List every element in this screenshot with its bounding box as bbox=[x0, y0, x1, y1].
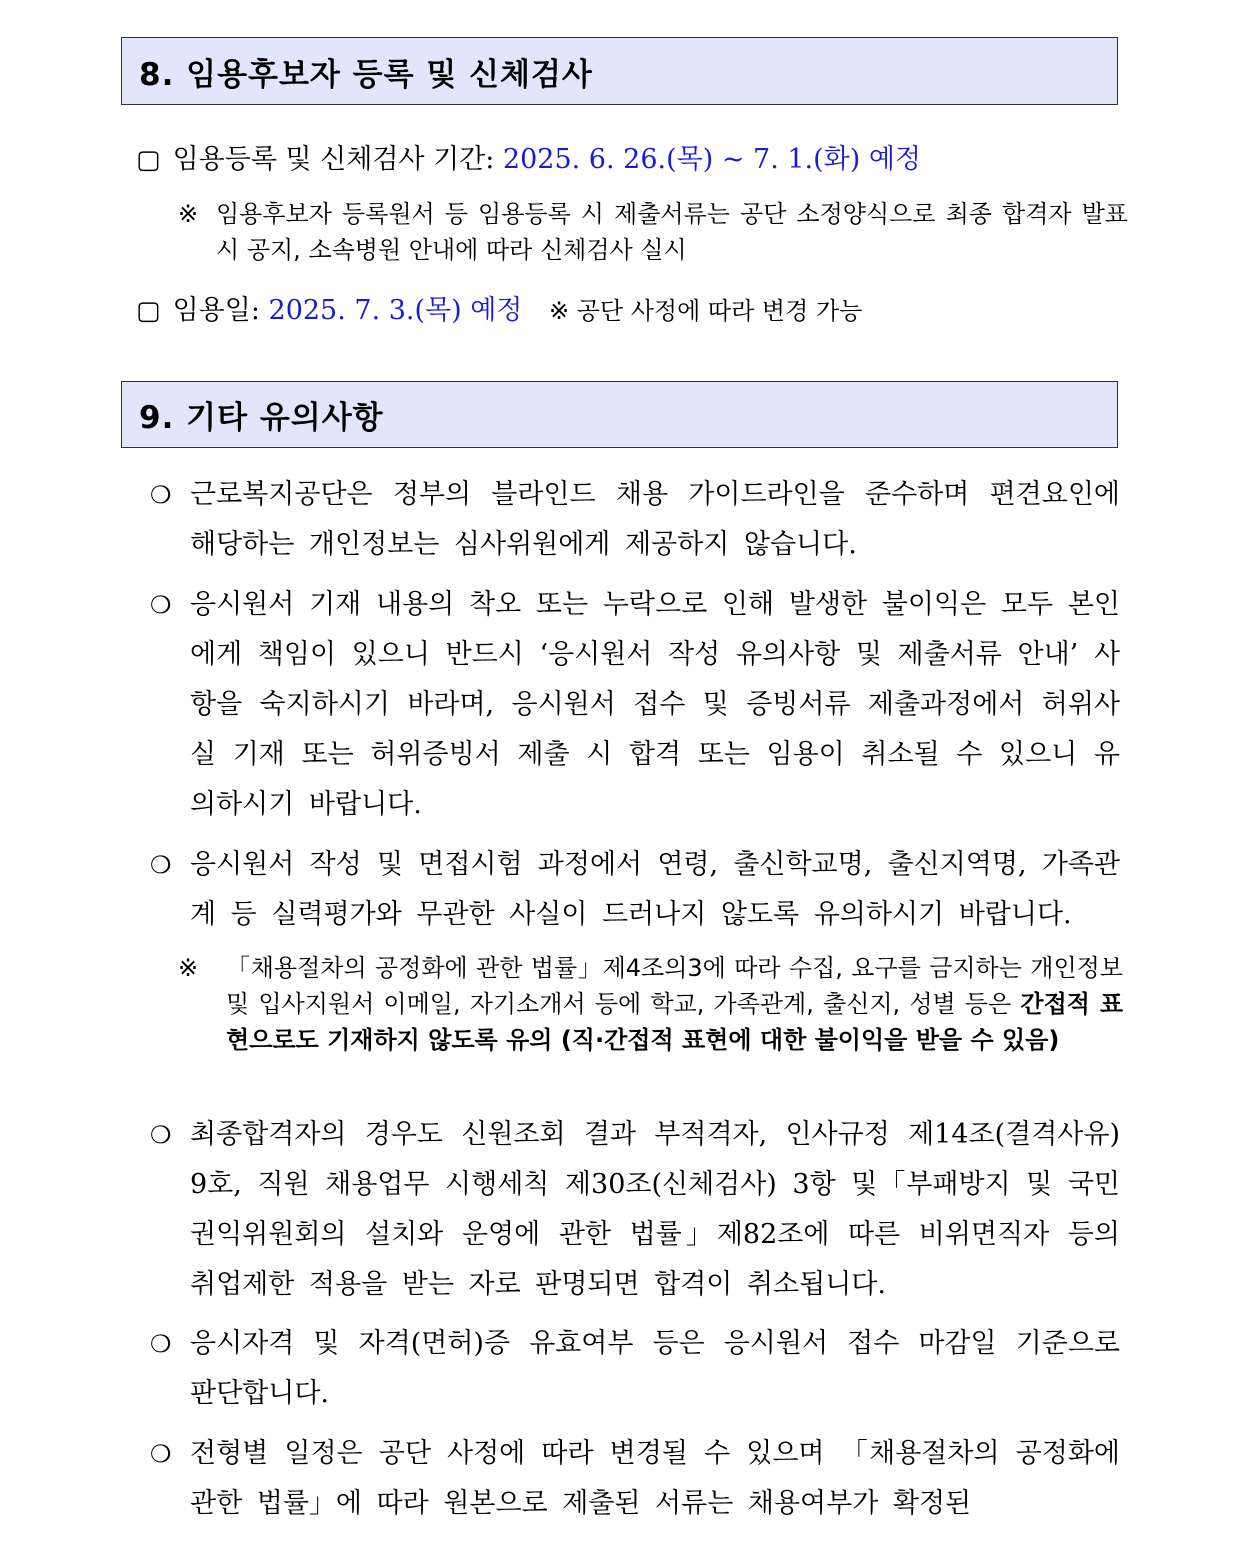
list-item: ❍ 응시자격 및 자격(면허)증 유효여부 등은 응시원서 접수 마감일 기준으로 판단합니다. bbox=[150, 1319, 1120, 1419]
legal-note-text bbox=[226, 950, 1123, 1058]
list-item: ❍ 전형별 일정은 공단 사정에 따라 변경될 수 있으며 「채용절차의 공정화에 관한 법률」에 따라 원본으로 제출된 서류는 채용여부가 확정된 bbox=[150, 1429, 1120, 1529]
circle-bullet-icon: ❍ bbox=[150, 591, 172, 619]
list-item: ❍ 응시원서 기재 내용의 착오 또는 누락으로 인해 발생한 불이익은 모두 본인에게 책임이 있으니 반드시 ‘응시원서 작성 유의사항 및 제출서류 안내’ 사항을 숙지하시기 바라며, 응시원서 접수 및 증빙서류 제출과정에서 허위사실 기재 또는 허위증빙서 제출 시 합격 또는 임용이 취소될 수 있으니 유의하시기 바랍니다. bbox=[150, 580, 1120, 830]
appointment-date-note: ※ 공단 사정에 따라 변경 가능 bbox=[549, 297, 863, 325]
reference-mark: ※ bbox=[178, 200, 199, 228]
legal-note-plain: 「채용절차의 공정화에 관한 법률」제4조의3에 따라 수집, 요구를 금지하는 개인정보 및 입사지원서 이메일, 자기소개서 등에 학교, 가족관계, 출신지, 성별 등은 bbox=[226, 954, 1123, 1018]
section-9-title: 9. 기타 유의사항 bbox=[139, 400, 384, 436]
appointment-date-label: 임용일: bbox=[172, 295, 260, 326]
registration-note bbox=[178, 196, 1128, 268]
registration-note-text: 임용후보자 등록원서 등 임용등록 시 제출서류는 공단 소정양식으로 최종 합격자 발표 시 공지, 소속병원 안내에 따라 신체검사 실시 bbox=[216, 200, 1128, 264]
appointment-date-value: 2025. 7. 3.(목) 예정 bbox=[268, 295, 523, 326]
registration-period-label: 임용등록 및 신체검사 기간: bbox=[172, 144, 495, 175]
circle-bullet-icon: ❍ bbox=[150, 851, 172, 879]
section-8-title: 8. 임용후보자 등록 및 신체검사 bbox=[139, 56, 593, 93]
registration-period-value: 2025. 6. 26.(목) ~ 7. 1.(화) 예정 bbox=[502, 144, 922, 175]
circle-bullet-icon: ❍ bbox=[150, 1121, 172, 1149]
list-item: ❍ 근로복지공단은 정부의 블라인드 채용 가이드라인을 준수하며 편견요인에 해당하는 개인정보는 심사위원에게 제공하지 않습니다. bbox=[150, 470, 1120, 570]
checkbox-square-icon: ▢ bbox=[136, 296, 161, 326]
reference-mark: ※ bbox=[178, 954, 199, 982]
registration-period-item bbox=[136, 143, 1126, 177]
legal-note-bold: 간접적 표현으로도 기재하지 않도록 유의 (직·간접적 표현에 대한 불이익을 받을 수 있음) bbox=[226, 990, 1124, 1054]
appointment-date-item bbox=[136, 294, 1126, 328]
legal-note bbox=[178, 950, 1123, 1058]
checkbox-square-icon: ▢ bbox=[136, 145, 161, 175]
circle-bullet-icon: ❍ bbox=[150, 1440, 172, 1468]
list-item: ❍ 최종합격자의 경우도 신원조회 결과 부적격자, 인사규정 제14조(결격사유) 9호, 직원 채용업무 시행세칙 제30조(신체검사) 3항 및「부패방지 및 국민권익위원회의 설치와 운영에 관한 법률」제82조에 따른 비위면직자 등의 취업제한 적용을 받는 자로 판명되면 합격이 취소됩니다. bbox=[150, 1110, 1120, 1310]
section-9-header bbox=[121, 381, 1118, 448]
circle-bullet-icon: ❍ bbox=[150, 481, 172, 509]
circle-bullet-icon: ❍ bbox=[150, 1330, 172, 1358]
section-8-header bbox=[121, 37, 1118, 105]
list-item: ❍ 응시원서 작성 및 면접시험 과정에서 연령, 출신학교명, 출신지역명, 가족관계 등 실력평가와 무관한 사실이 드러나지 않도록 유의하시기 바랍니다. bbox=[150, 840, 1120, 940]
